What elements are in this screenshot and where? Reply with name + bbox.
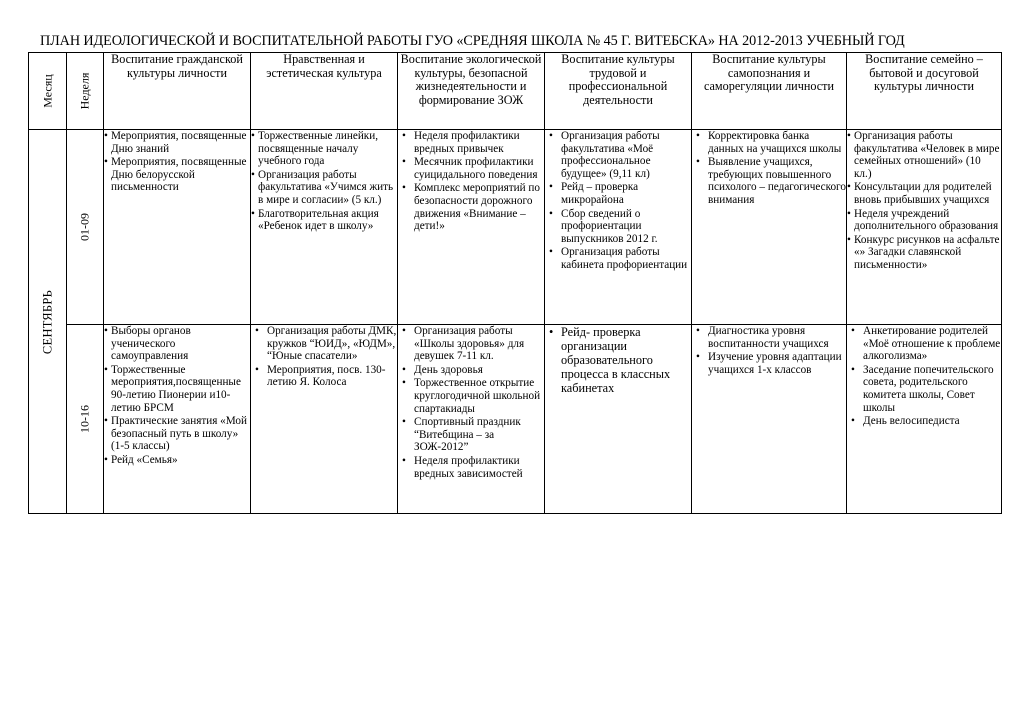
activity-item: • Благотворительная акция «Ребенок идет в школу» — [251, 208, 397, 233]
plan-cell — [847, 130, 1002, 325]
activity-item: • Выявление учащихся, требующих повышенного психолого – педагогического внимания — [692, 156, 846, 206]
plan-cell — [398, 130, 545, 325]
activity-item: • Выборы органов ученического самоуправления — [104, 325, 250, 363]
plan-table — [28, 52, 1002, 514]
activity-item: • Торжественные линейки, посвященные началу учебного года — [251, 130, 397, 168]
activity-item: • Изучение уровня адаптации учащихся 1-х классов — [692, 351, 846, 376]
activity-item: • День велосипедиста — [847, 415, 1001, 428]
activity-item: • Спортивный праздник “Витебщина – за ЗОЖ-2012” — [398, 416, 544, 454]
activity-item: • Организация работы факультатива «Учимся жить в мире и согласии» (5 кл.) — [251, 169, 397, 207]
activity-item: • Сбор сведений о профориентации выпускников 2012 г. — [545, 208, 691, 246]
month-label: СЕНТЯБРЬ — [40, 289, 54, 354]
activity-item: • Организация работы факультатива «Человек в мире семейных отношений» (10 кл.) — [847, 130, 1001, 180]
activity-list — [398, 130, 544, 233]
header-row — [29, 53, 1002, 130]
header-month — [29, 53, 67, 130]
activity-list — [104, 325, 250, 467]
activity-list — [104, 130, 250, 194]
week-cell — [67, 325, 104, 514]
header-month-label: Месяц — [40, 74, 54, 108]
week-cell — [67, 130, 104, 325]
plan-cell — [251, 325, 398, 514]
activity-item: • Практические занятия «Мой безопасный путь в школу» (1-5 классы) — [104, 415, 250, 453]
plan-cell — [104, 325, 251, 514]
plan-cell — [104, 130, 251, 325]
header-moral-aesthetic: Нравственная и эстетическая культура — [251, 53, 398, 130]
activity-item: • Заседание попечительского совета, родительского комитета школы, Совет школы — [847, 364, 1001, 414]
activity-item: • Комплекс мероприятий по безопасности дорожного движения «Внимание – дети!» — [398, 182, 544, 232]
header-family-leisure: Воспитание семейно – бытовой и досуговой культуры личности — [847, 53, 1002, 130]
activity-item: • Торжественное открытие круглогодичной школьной спартакиады — [398, 377, 544, 415]
header-ecology-safety: Воспитание экологической культуры, безопасной жизнедеятельности и формирование ЗОЖ — [398, 53, 545, 130]
activity-list — [692, 130, 846, 207]
activity-item: • День здоровья — [398, 364, 544, 377]
activity-item: • Рейд – проверка микрорайона — [545, 181, 691, 206]
plan-cell — [847, 325, 1002, 514]
activity-item: • Диагностика уровня воспитанности учащихся — [692, 325, 846, 350]
week-row-2 — [29, 325, 1002, 514]
week-label: 10-16 — [77, 405, 92, 433]
activity-item: • Организация работы факультатива «Моё профессиональное будущее» (9,11 кл) — [545, 130, 691, 180]
header-civic-culture: Воспитание гражданской культуры личности — [104, 53, 251, 130]
header-self-knowledge: Воспитание культуры самопознания и саморегуляции личности — [692, 53, 847, 130]
activity-item: • Неделя профилактики вредных привычек — [398, 130, 544, 155]
activity-item: • Торжественные мероприятия,посвященные 90-летию Пионерии и10-летию БРСМ — [104, 364, 250, 414]
activity-item: • Анкетирование родителей «Моё отношение к проблеме алкоголизма» — [847, 325, 1001, 363]
activity-list — [692, 325, 846, 376]
week-row-1 — [29, 130, 1002, 325]
activity-list — [545, 130, 691, 272]
plan-cell — [251, 130, 398, 325]
activity-list — [251, 130, 397, 233]
activity-item: • Организация работы «Школы здоровья» для девушек 7-11 кл. — [398, 325, 544, 363]
activity-item: • Неделя учреждений дополнительного образования — [847, 208, 1001, 233]
header-week-label: Неделя — [77, 72, 92, 110]
activity-item: • Мероприятия, посвященные Дню белорусской письменности — [104, 156, 250, 194]
header-week — [67, 53, 104, 130]
month-cell — [29, 130, 67, 514]
plan-cell — [545, 130, 692, 325]
header-labor-profession: Воспитание культуры трудовой и профессиональной деятельности — [545, 53, 692, 130]
activity-item: • Корректировка банка данных на учащихся школы — [692, 130, 846, 155]
activity-item: • Организация работы кабинета профориентации — [545, 246, 691, 271]
document-title: ПЛАН ИДЕОЛОГИЧЕСКОЙ И ВОСПИТАТЕЛЬНОЙ РАБОТЫ ГУО «СРЕДНЯЯ ШКОЛА № 45 Г. ВИТЕБСКА» НА 2012-2013 УЧЕБНЫЙ ГОД — [40, 33, 905, 49]
plan-cell — [545, 325, 692, 514]
plan-cell — [692, 325, 847, 514]
activity-list — [545, 325, 691, 395]
activity-item: • Организация работы ДМК, кружков “ЮИД», «ЮДМ», “Юные спасатели» — [251, 325, 397, 363]
activity-item: • Неделя профилактики вредных зависимостей — [398, 455, 544, 480]
activity-list — [847, 325, 1001, 428]
plan-cell — [398, 325, 545, 514]
activity-item: • Мероприятия, посв. 130-летию Я. Колоса — [251, 364, 397, 389]
week-label: 01-09 — [77, 213, 92, 241]
activity-item: • Рейд «Семья» — [104, 454, 250, 467]
activity-item: • Мероприятия, посвященные Дню знаний — [104, 130, 250, 155]
activity-item: • Месячник профилактики суицидального поведения — [398, 156, 544, 181]
activity-item: • Консультации для родителей вновь прибывших учащихся — [847, 181, 1001, 206]
activity-list — [398, 325, 544, 480]
plan-cell — [692, 130, 847, 325]
activity-list — [847, 130, 1001, 272]
activity-item: • Конкурс рисунков на асфальте «» Загадки славянской письменности» — [847, 234, 1001, 272]
activity-list — [251, 325, 397, 389]
activity-item: • Рейд- проверка организации образовательного процесса в классных кабинетах — [545, 325, 691, 395]
